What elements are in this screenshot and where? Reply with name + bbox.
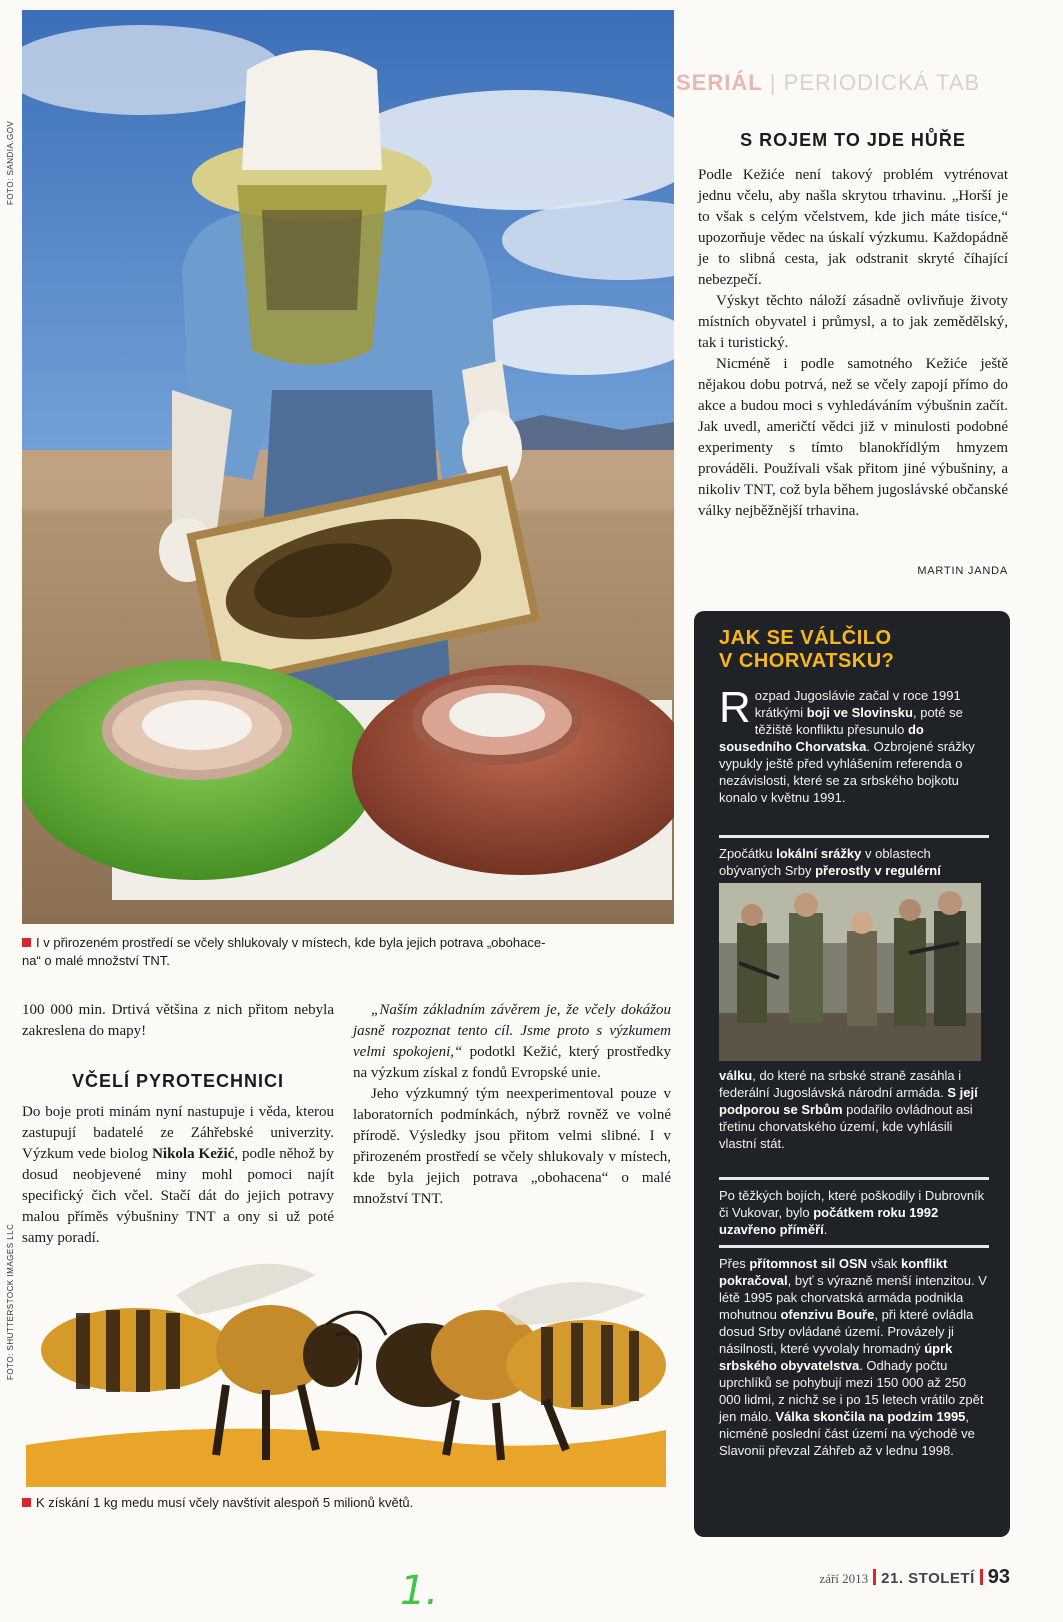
text-segment: , podle něhož by dosud neobjevené miny mohl pomoci najít specifický čich včel. Stačí dát do jejich potravy malou příměs výbušniny TNT a ony si už poté samy poradí. — [22, 1146, 335, 1246]
page-number: 93 — [987, 1566, 1010, 1588]
caption-top — [22, 934, 674, 970]
text-segment: , nicméně poslední část území na východě ve Slavonii převzal Záhřeb až v lednu 1998. — [719, 1409, 975, 1458]
bold-segment: boji ve Slovinsku — [806, 705, 913, 720]
caption-bottom-text: K získání 1 kg medu musí včely navštívit alespoň 5 milionů květů. — [36, 1495, 414, 1510]
caption-marker — [22, 938, 31, 947]
right-column-text — [698, 165, 1008, 522]
bold-segment: konflikt pokračoval — [719, 1256, 948, 1288]
footer-date: září 2013 — [819, 1571, 869, 1586]
text-segment: však — [867, 1256, 902, 1271]
left-column-text — [22, 1102, 334, 1249]
intro-paragraph: 100 000 min. Drtivá většina z nich přitom nebyla zakreslena do mapy! — [22, 1002, 334, 1039]
bold-segment: přítomnost sil OSN — [749, 1256, 868, 1271]
photo-credit-top: FOTO: SANDIA.GOV — [6, 120, 15, 205]
text-segment: , poté se těžiště konfliktu přesunulo — [754, 705, 963, 737]
paragraph: Nicméně i podle samotného Kežiće ještě nějakou dobu potrvá, než se včely zapojí přímo do akce a budou moci s vyhledáváním výbušnin začít. Jak uvedl, američtí vědci již v minulosti podobné experimenty s tímto blanokřídlým hmyzem prováděli. Používali však přitom jiné výbušniny, a nikoliv TNT, což byla během jugoslávské občanské války nejběžnější trhavina. — [698, 356, 1008, 519]
caption-marker — [22, 1498, 31, 1507]
sidebar-paragraph-2b — [719, 1067, 989, 1152]
text-segment: Zpočátku — [719, 846, 777, 861]
beekeeper-photo — [22, 10, 674, 924]
sidebar-title-line1: JAK SE VÁLČILO — [719, 627, 892, 649]
quote: „Naším základním závěrem je, že včely dokážou jasně rozpoznat tento cíl. Jsme proto s výzkumem velmi spokojeni,“ — [353, 1002, 671, 1060]
author-byline: MARTIN JANDA — [917, 565, 1008, 577]
sidebar-box — [694, 611, 1010, 1537]
bees-photo — [26, 1255, 666, 1487]
paragraph — [353, 1000, 671, 1084]
text-segment: Po těžkých bojích, které poškodily i Dubrovník či Vukovar, bylo — [719, 1188, 985, 1220]
paragraph: Podle Kežiće není takový problém vytrénovat jednu včelu, aby našla skrytou trhavinu. „Horší je to však s celým včelstvem, kde jich máte tisíce,“ upozorňuje vědec na úskalí výzkumu. Každopádně je to slibná cesta, jak odstranit skryté číhající nebezpečí. — [698, 167, 1008, 288]
bold-segment: přerostly v regulérní — [815, 863, 941, 878]
sidebar-paragraph-1 — [719, 683, 989, 806]
caption-top-line1: I v přirozeném prostředí se včely shlukovaly v místech, kde byla jejich potrava „obohace- — [36, 935, 546, 950]
text-segment: , do které na srbské straně zasáhla i federální Jugoslávská národní armáda. — [719, 1068, 962, 1100]
caption-top-line2: na“ o malé množství TNT. — [22, 953, 170, 968]
text-segment: Přes — [719, 1256, 750, 1271]
series-title: PERIODICKÁ TAB — [783, 70, 981, 95]
sidebar-divider — [719, 835, 989, 838]
text-segment: podařilo ovládnout asi třetinu chorvatského území, kde vyhlásili vlastní stát. — [719, 1102, 973, 1151]
sidebar-paragraph-2a — [719, 845, 989, 879]
paragraph: Jeho výzkumný tým neexperimentoval pouze v laboratorních podmínkách, nýbrž rovněž ve volné přírodě. Výsledky jsou přitom velmi slibné. I v přirozeném prostředí se včely shlukovaly v místech, kde byla jejich potrava „obohacena“ o malé množství TNT. — [353, 1086, 671, 1207]
text-segment: podotkl Kežić, který prostředky na výzkum získal z fondů Evropské unie. — [353, 1044, 671, 1081]
bold-segment: do sousedního Chorvatska — [719, 722, 924, 754]
text-segment: v oblastech obývaných Srby — [719, 846, 931, 878]
sidebar-divider — [719, 1245, 989, 1248]
paragraph — [22, 1102, 334, 1249]
bold-segment: Válka skončila na podzim 1995 — [775, 1409, 966, 1424]
series-header: SERIÁL | PERIODICKÁ TAB — [676, 70, 981, 95]
text-segment: . Odhady počtu uprchlíků se pohybují mezi 150 000 až 250 000 lidmi, z nichž se i po 15 letech vrátilo zpět jen málo. — [719, 1358, 984, 1424]
page-footer — [760, 1566, 1010, 1592]
text-segment: . Ozbrojené srážky vypukly ještě před vyhlášením referenda o nezávislosti, které se za srbského bojkotu konalo v květnu 1991. — [719, 739, 975, 805]
bold-segment: válku — [719, 1068, 753, 1083]
bold-segment: úprk srbského obyvatelstva — [719, 1341, 953, 1373]
text-segment: Do boje proti minám nyní nastupuje i věda, kterou zastupují badatelé ze Záhřebské univerzity. Výzkum vede biolog — [22, 1104, 334, 1162]
photo-credit-bottom: FOTO: SHUTTERSTOCK IMAGES LLC — [6, 1223, 15, 1380]
sidebar-paragraph-4 — [719, 1255, 989, 1459]
bold-segment: ofenzivu Bouře — [780, 1307, 875, 1322]
series-label: SERIÁL — [676, 70, 763, 95]
heading-s-rojem: S ROJEM TO JDE HŮŘE — [740, 130, 966, 150]
caption-bottom — [22, 1494, 674, 1512]
middle-column-text — [353, 1000, 671, 1210]
soldiers-photo — [719, 883, 981, 1061]
bold-segment: počátkem roku 1992 uzavřeno příměří — [719, 1205, 939, 1237]
footer-separator — [873, 1569, 876, 1585]
sidebar-divider — [719, 1177, 989, 1180]
handwritten-mark: 1. — [400, 1568, 439, 1614]
sidebar-title — [719, 627, 989, 673]
text-segment: , při které ovládla dosud Srby ovládané území. Provázely ji násilnosti, které vyvolaly hromadný — [719, 1307, 974, 1356]
text-segment: . — [823, 1222, 828, 1237]
left-column-intro — [22, 1000, 334, 1042]
text-segment: , byť s výrazně menší intenzitou. V létě 1995 pak chorvatská armáda podnikla mohutnou — [719, 1273, 987, 1322]
dropcap: R — [719, 683, 751, 732]
bold-segment: lokální srážky — [776, 846, 862, 861]
footer-separator — [980, 1569, 983, 1585]
heading-vceli-pyrotechnici: VČELÍ PYROTECHNICI — [71, 1071, 285, 1091]
text-segment: ozpad Jugoslávie začal v roce 1991 krátkými — [754, 688, 961, 720]
paragraph: Výskyt těchto náloží zásadně ovlivňuje životy místních obyvatel i průmysl, a to jak zemědělský, tak i turistický. — [698, 293, 1008, 351]
sidebar-paragraph-3 — [719, 1187, 989, 1238]
bold-segment: S její podporou se Srbům — [719, 1085, 978, 1117]
sidebar-title-line2: V CHORVATSKU? — [719, 650, 895, 672]
name-highlight: Nikola Kežić — [152, 1146, 235, 1162]
footer-magazine: 21. STOLETÍ — [881, 1570, 975, 1587]
